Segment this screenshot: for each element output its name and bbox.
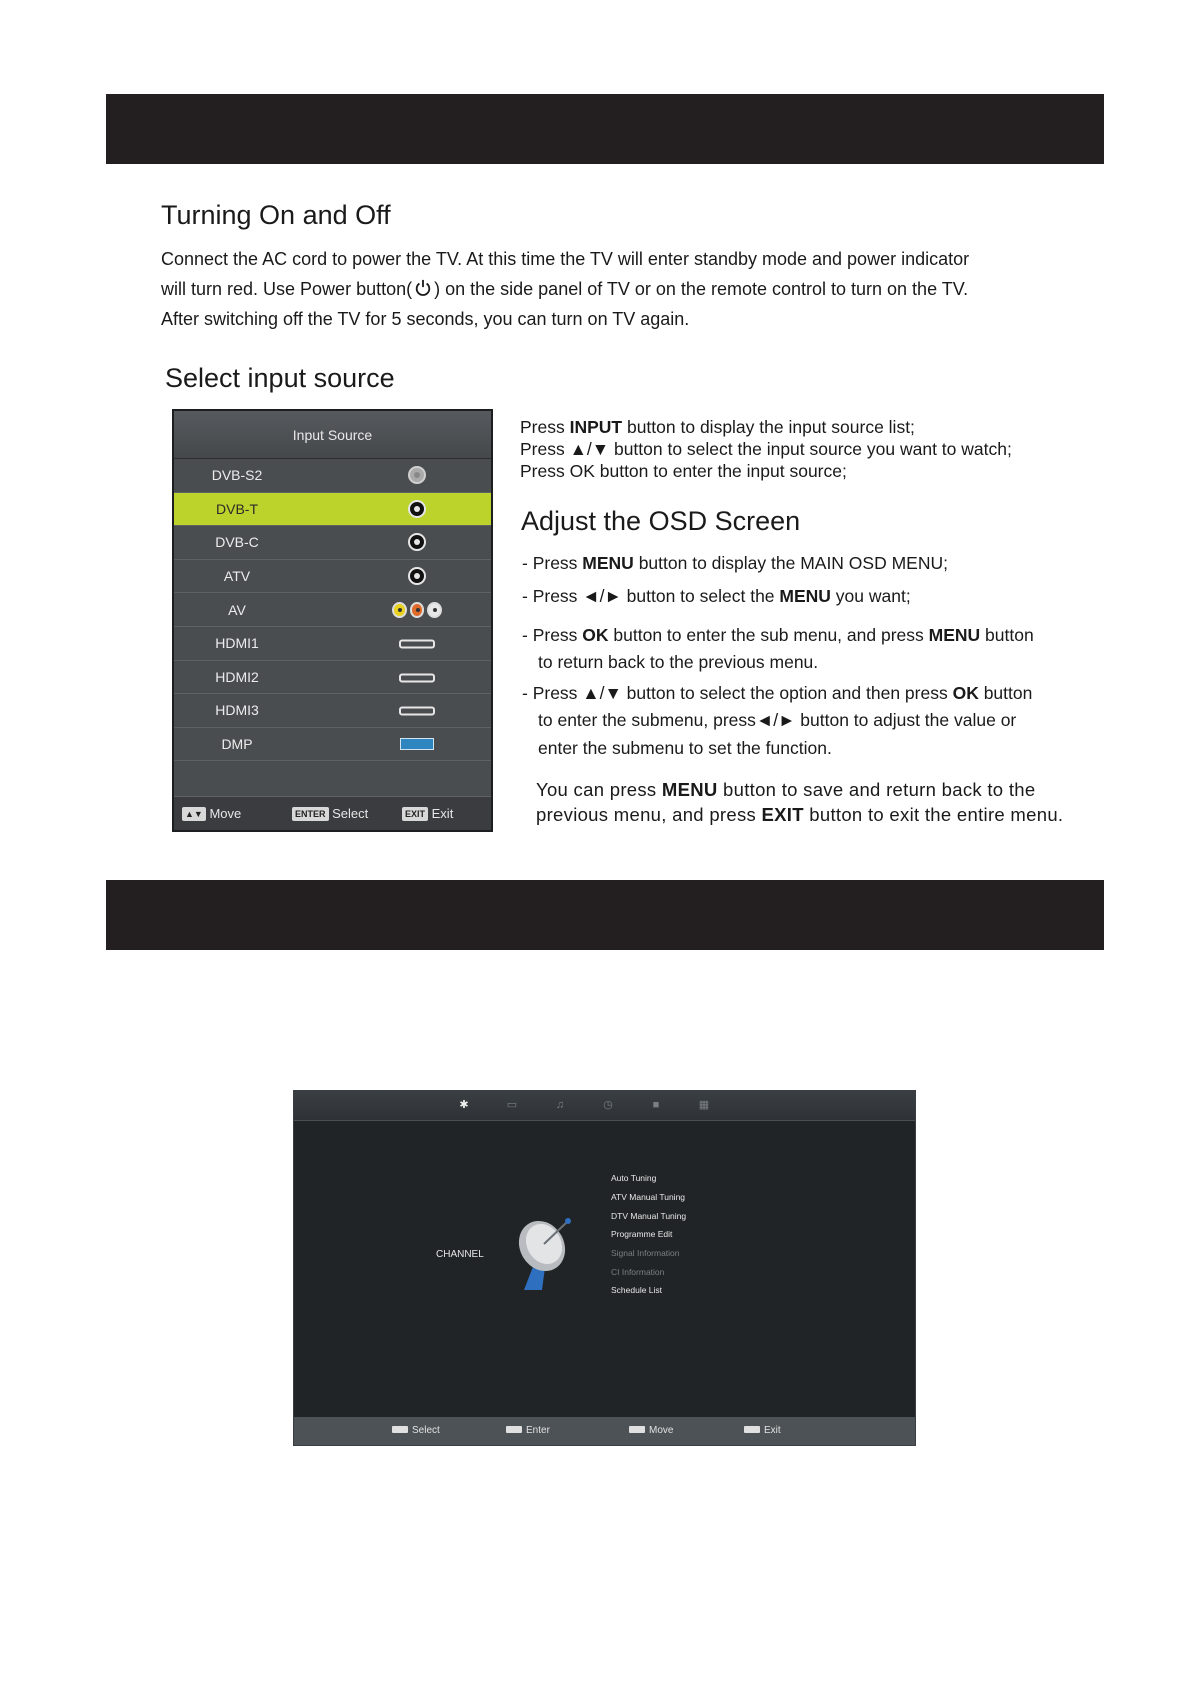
antenna-icon: [408, 533, 426, 551]
rca-icon: [392, 602, 442, 618]
gear-icon[interactable]: ✱: [459, 1099, 469, 1111]
rca-yellow-icon: [392, 602, 407, 618]
lock-icon[interactable]: ■: [652, 1099, 660, 1111]
footer-exit: [744, 1425, 781, 1436]
footer-move: [182, 806, 241, 821]
menu-item-schedule-list[interactable]: Schedule List: [611, 1285, 663, 1295]
channel-menu-screen: [293, 1090, 916, 1446]
footer-text: Move: [649, 1425, 674, 1436]
source-item-dvb-s2[interactable]: [174, 459, 491, 493]
source-item-dvb-t[interactable]: [174, 493, 491, 527]
source-item-hdmi2[interactable]: [174, 661, 491, 695]
rca-white-icon: [427, 602, 442, 618]
menu-item-atv-manual-tuning[interactable]: ATV Manual Tuning: [611, 1192, 686, 1202]
para-line: [161, 274, 1101, 304]
source-label: HDMI3: [215, 702, 259, 719]
menu-item-signal-information[interactable]: Signal Information: [611, 1248, 680, 1258]
section-header-bar: [106, 94, 1104, 164]
section-header-bar: [106, 880, 1104, 950]
instruction-line: Press INPUT button to display the input source list;: [520, 417, 915, 437]
input-source-title: Input Source: [174, 411, 491, 459]
source-label: HDMI1: [215, 635, 259, 652]
menu-footer: [294, 1417, 915, 1445]
exit-key-icon: EXIT: [402, 807, 428, 821]
satellite-dish-icon: [512, 1214, 582, 1290]
source-item-dmp[interactable]: [174, 728, 491, 762]
input-source-panel: [172, 409, 493, 832]
menu-item-ci-information[interactable]: CI Information: [611, 1267, 665, 1277]
footer-enter: [506, 1425, 550, 1436]
source-item-hdmi1[interactable]: [174, 627, 491, 661]
grid-icon[interactable]: ▦: [698, 1099, 710, 1111]
exit-key-icon: [744, 1426, 760, 1433]
osd-bullet-cont: to return back to the previous menu.: [538, 652, 819, 672]
heading-select-input-source: Select input source: [165, 363, 395, 393]
source-label: ATV: [223, 568, 251, 585]
instruction-line: Press ▲/▼ button to select the input source you want to watch;: [520, 439, 1012, 459]
source-label: DVB-S2: [211, 467, 263, 484]
menu-tab-bar: [294, 1091, 915, 1121]
ok-key-icon: [506, 1426, 522, 1433]
menu-item-dtv-manual-tuning[interactable]: DTV Manual Tuning: [611, 1211, 687, 1221]
footer-text: Select: [332, 806, 369, 821]
antenna-icon: [408, 567, 426, 585]
up-down-icon: ▲▼: [182, 807, 206, 821]
hdmi-icon: [399, 707, 435, 716]
input-source-footer: [174, 796, 491, 830]
footer-exit: [402, 806, 453, 821]
antenna-icon: [408, 500, 426, 518]
turning-on-paragraph: [161, 244, 1101, 334]
source-item-dvb-c[interactable]: [174, 526, 491, 560]
down-arrow-key-icon: [392, 1426, 408, 1433]
menu-item-programme-edit[interactable]: Programme Edit: [611, 1229, 673, 1239]
source-item-atv[interactable]: [174, 560, 491, 594]
osd-bullet-cont: enter the submenu to set the function.: [538, 738, 832, 758]
source-label: HDMI2: [215, 668, 259, 685]
left-right-key-icon: [629, 1426, 645, 1433]
hdmi-icon: [399, 673, 435, 682]
antenna-disabled-icon: [408, 466, 426, 484]
osd-bullet: - Press ▲/▼ button to select the option and then press OK button: [522, 683, 1033, 703]
footer-select: [392, 1425, 440, 1436]
source-item-hdmi3[interactable]: [174, 694, 491, 728]
footer-text: Enter: [526, 1425, 550, 1436]
usb-icon: [400, 738, 434, 750]
power-icon: [414, 279, 432, 297]
menu-item-auto-tuning[interactable]: Auto Tuning: [611, 1173, 657, 1183]
para-text: ) on the side panel of TV or on the remote control to turn on the TV.: [434, 279, 969, 299]
osd-note: previous menu, and press EXIT button to exit the entire menu.: [536, 804, 1064, 825]
source-label: AV: [228, 601, 246, 618]
heading-adjust-osd: Adjust the OSD Screen: [521, 506, 801, 536]
footer-text: Select: [412, 1425, 440, 1436]
heading-turning-on-off: Turning On and Off: [161, 200, 391, 230]
clock-icon[interactable]: ◷: [603, 1099, 613, 1111]
osd-bullet: - Press OK button to enter the sub menu, and press MENU button: [522, 625, 1034, 645]
source-label: DMP: [221, 736, 253, 753]
osd-bullet: - Press ◄/► button to select the MENU you want;: [522, 586, 911, 606]
hdmi-icon: [399, 640, 435, 649]
footer-move: [629, 1425, 673, 1436]
footer-text: Exit: [431, 806, 454, 821]
enter-key-icon: ENTER: [292, 807, 329, 821]
footer-text: Move: [209, 806, 242, 821]
channel-label: CHANNEL: [436, 1249, 484, 1260]
source-label: DVB-C: [215, 534, 259, 551]
para-text: will turn red. Use Power button(: [161, 279, 413, 299]
instruction-line: Press OK button to enter the input source;: [520, 461, 847, 481]
osd-bullet-cont: to enter the submenu, press◄/► button to adjust the value or: [538, 710, 1017, 730]
rca-red-icon: [410, 602, 425, 618]
para-line: After switching off the TV for 5 seconds, you can turn on TV again.: [161, 309, 690, 329]
source-item-av[interactable]: [174, 593, 491, 627]
osd-note: You can press MENU button to save and return back to the: [536, 779, 1036, 800]
footer-text: Exit: [764, 1425, 781, 1436]
source-label: DVB-T: [216, 500, 258, 517]
monitor-icon[interactable]: ▭: [506, 1099, 518, 1111]
footer-select: [292, 806, 368, 821]
para-line: Connect the AC cord to power the TV. At this time the TV will enter standby mode and power indicator: [161, 249, 970, 269]
osd-bullet: - Press MENU button to display the MAIN OSD MENU;: [522, 553, 948, 573]
music-icon[interactable]: ♫: [555, 1099, 565, 1111]
